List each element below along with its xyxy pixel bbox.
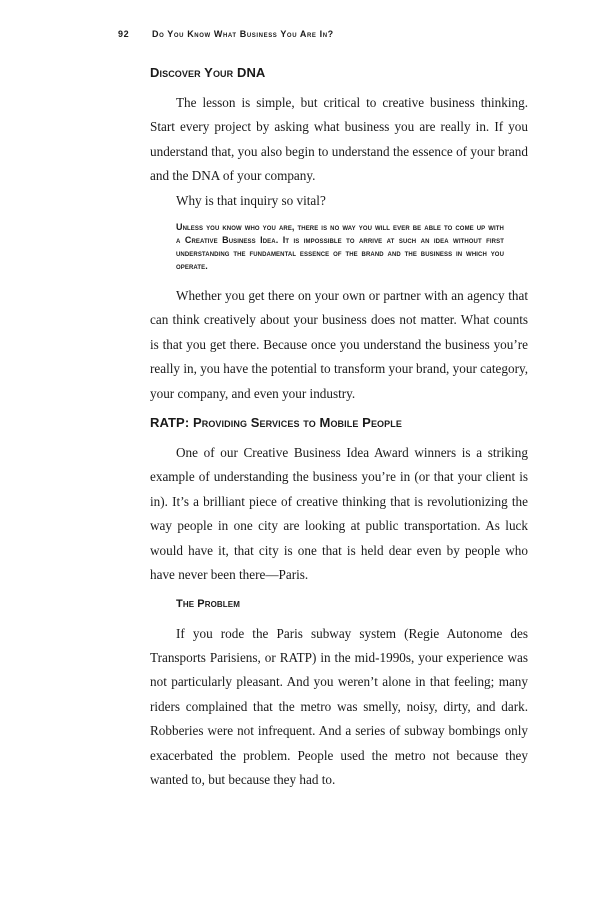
section-heading-dna: Discover Your DNA: [150, 65, 266, 80]
running-title: Do You Know What Business You Are In?: [152, 29, 334, 39]
paragraph-dna-2: Why is that inquiry so vital?: [176, 192, 326, 208]
paragraph-dna-1: The lesson is simple, but critical to creative business thinking. Start every project by asking what business you are really in. If you understand that, you also begin to understand the essence of your brand and the DNA of your company.: [150, 95, 528, 184]
paragraph-dna-3: Whether you get there on your own or partner with an agency that can think creatively about your business does not matter. What counts is that you get there. Because once you understand the business you’re really in, you have the potential to transform your brand, your category, your company, and even your industry.: [150, 288, 528, 401]
paragraph-ratp-1: One of our Creative Business Idea Award winners is a striking example of understanding the business you’re in (or that your client is in). It’s a brilliant piece of creative thinking that is revolutionizing the way people in one city are looking at public transportation. As luck would have it, that city is one that is held dear even by people who have never been there—Paris.: [150, 445, 528, 583]
page-number: 92: [118, 29, 130, 39]
subsection-heading-problem: The Problem: [176, 597, 240, 610]
running-header: [118, 29, 538, 39]
callout-quote: Unless you know who you are, there is no way you will ever be able to come up with a Creative Business Idea. It is impossible to arrive at such an idea without first understanding the fundamental essence of the brand and the business in which you operate.: [176, 222, 504, 272]
paragraph-problem-1: If you rode the Paris subway system (Regie Autonome des Transports Parisiens, or RATP) in the mid-1990s, your experience was not particularly pleasant. And you weren’t alone in that feeling; many riders complained that the metro was smelly, noisy, dirty, and dark. Robberies were not infrequent. And a series of subway bombings only exacerbated the problem. People used the metro not because they wanted to, but because they had to.: [150, 625, 528, 787]
page-body: [150, 64, 528, 792]
section-heading-ratp: RATP: Providing Services to Mobile People: [150, 415, 402, 431]
